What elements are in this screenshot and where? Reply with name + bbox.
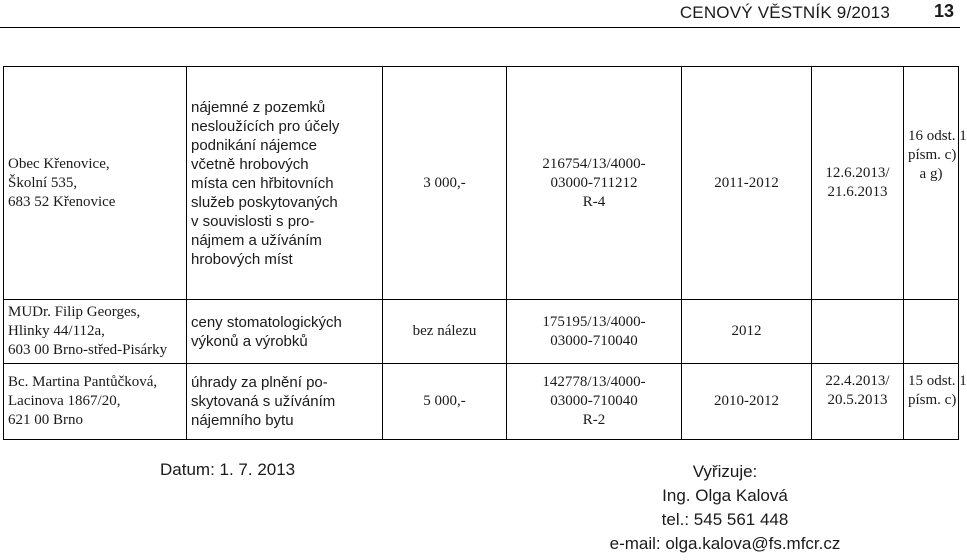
description-cell: nájemné z pozemků nesloužících pro účely podnikání nájemce včetně hrobových místa cen hřbitovních služeb poskytovaných v souvislosti s pro- nájmem a užíváním hrobových míst [187,67,383,300]
paragraph-cell [904,300,959,364]
period-cell: 2010-2012 [682,364,812,440]
contact-block [590,460,860,556]
reference-number-cell: 216754/13/4000- 03000-711212 R-4 [507,67,682,300]
fine-amount-cell: 3 000,- [383,67,507,300]
paragraph-cell: 16 odst. 1 písm. c) a g) [904,67,959,300]
table-row [4,67,959,300]
dates-cell: 22.4.2013/ 20.5.2013 [812,364,904,440]
publication-title: CENOVÝ VĚSTNÍK 9/2013 [679,3,890,22]
records-table [3,66,967,440]
subject-name-cell: Bc. Martina Pantůčková, Lacinova 1867/20, 621 00 Brno [4,364,187,440]
document-date: Datum: 1. 7. 2013 [160,460,296,479]
dates-cell: 12.6.2013/ 21.6.2013 [812,67,904,300]
contact-email: e-mail: olga.kalova@fs.mfcr.cz [609,534,841,553]
fine-amount-cell: bez nálezu [383,300,507,364]
contact-phone: tel.: 545 561 448 [661,510,789,529]
paragraph-cell: 15 odst. 1 písm. c) [904,364,959,440]
page-header [0,0,960,30]
contact-heading: Vyřizuje: [692,462,758,481]
period-cell: 2011-2012 [682,67,812,300]
table-row [4,300,959,364]
description-cell: ceny stomatologických výkonů a výrobků [187,300,383,364]
description-cell: úhrady za plnění po- skytovaná s užíváním nájemního bytu [187,364,383,440]
contact-person: Ing. Olga Kalová [662,486,788,505]
header-divider [0,27,960,28]
reference-number-cell: 175195/13/4000- 03000-710040 [507,300,682,364]
reference-number-cell: 142778/13/4000- 03000-710040 R-2 [507,364,682,440]
dates-cell [812,300,904,364]
page-number: 13 [933,1,954,21]
page-footer [0,460,960,560]
subject-name-cell: MUDr. Filip Georges, Hlinky 44/112a, 603 00 Brno-střed-Pisárky [4,300,187,364]
table-row [4,364,959,440]
subject-name-cell: Obec Křenovice, Školní 535, 683 52 Křenovice [4,67,187,300]
period-cell: 2012 [682,300,812,364]
fine-amount-cell: 5 000,- [383,364,507,440]
